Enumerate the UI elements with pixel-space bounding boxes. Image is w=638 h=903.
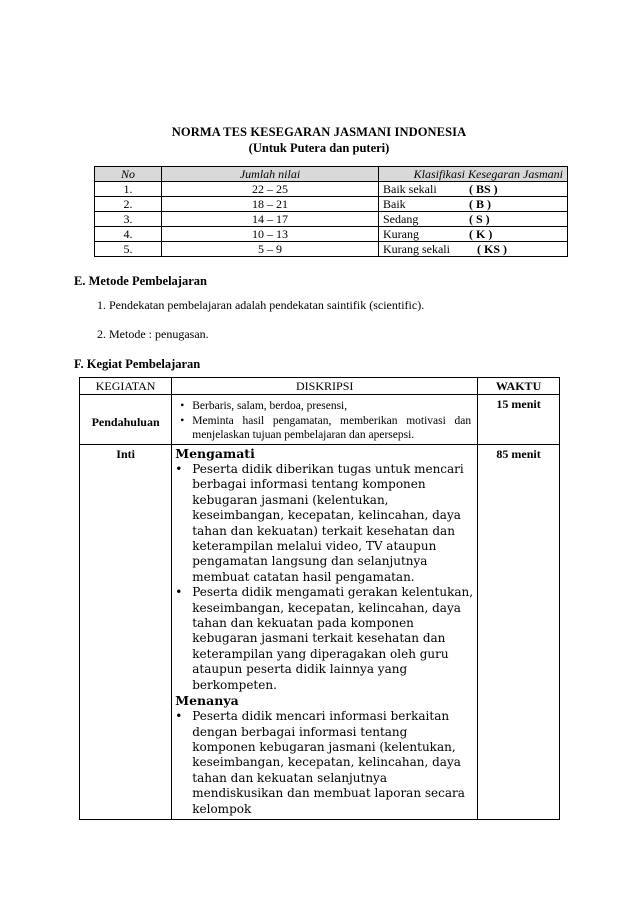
section-e-item: 1. Pendekatan pembelajaran adalah pendekatan saintifik (scientific). [97, 298, 425, 312]
norma-cell-klasifikasi [379, 182, 568, 197]
norma-cell-nilai: 22 – 25 [162, 182, 379, 197]
bullet-icon: • [175, 462, 183, 476]
bullet-text: Peserta didik mengamati gerakan kelentukan, keseimbangan, kecepatan, kelincahan, daya tahan dan kekuatan pada komponen kebugaran jasmani terkait kesehatan dan keterampilan yang diperagakan oleh guru ataupun peserta didik lainnya yang berkompeten. [192, 585, 474, 692]
norma-cell-klasifikasi [379, 197, 568, 212]
klasifikasi-code: ( BS ) [469, 182, 498, 196]
norma-row [95, 197, 568, 212]
norma-header-row [95, 167, 568, 182]
kegiatan-header-kegiatan: KEGIATAN [80, 378, 172, 395]
norma-header-nilai: Jumlah nilai [162, 167, 379, 182]
kegiatan-header-diskripsi: DISKRIPSI [172, 378, 478, 395]
norma-cell-nilai: 18 – 21 [162, 197, 379, 212]
klasifikasi-label: Kurang [383, 227, 419, 241]
norma-subtitle: (Untuk Putera dan puteri) [248, 141, 390, 155]
kegiatan-diskripsi [172, 395, 478, 445]
klasifikasi-label: Baik sekali [383, 182, 437, 196]
norma-cell-klasifikasi [379, 242, 568, 257]
section-f-heading [74, 357, 200, 372]
bullet-icon: • [180, 415, 185, 427]
norma-cell-no: 5. [95, 242, 162, 257]
kegiatan-waktu: 15 menit [478, 395, 560, 445]
bullet-icon: • [175, 709, 183, 724]
bullet-text: Berbaris, salam, berdoa, presensi, [192, 400, 348, 412]
klasifikasi-label: Sedang [383, 212, 419, 226]
kegiatan-waktu: 85 menit [478, 445, 560, 820]
kegiatan-diskripsi [172, 445, 478, 820]
klasifikasi-code: ( B ) [469, 197, 491, 211]
bullet-icon: • [175, 585, 183, 600]
kegiatan-header-row [80, 378, 560, 395]
bullet-item [175, 462, 473, 585]
klasifikasi-code: ( K ) [469, 227, 493, 241]
klasifikasi-label: Baik [383, 197, 406, 211]
norma-cell-klasifikasi [379, 227, 568, 242]
section-f-letter: F [74, 357, 81, 371]
kegiatan-row-inti [80, 445, 560, 820]
norma-table [94, 166, 568, 257]
norma-cell-no: 2. [95, 197, 162, 212]
norma-cell-nilai: 5 – 9 [162, 242, 379, 257]
norma-cell-no: 4. [95, 227, 162, 242]
subheading-mengamati: Mengamati [175, 446, 255, 461]
bullet-text: Peserta didik mencari informasi berkaitan dengan berbagai informasi tentang komponen kebugaran jasmani (kelentukan, keseimbangan, kecepatan, kelincahan, daya tahan dan kekuatan selanjutnya mendiskusikan dan membuat laporan secara kelompok [192, 709, 465, 816]
bullet-text: Peserta didik diberikan tugas untuk mencari berbagai informasi tentang komponen kebugaran jasmani (kelentukan, keseimbangan, kecepatan, kelincahan, daya tahan dan kekuatan) terkait kesehatan dan keterampilan melalui video, TV ataupun pengamatan langsung dan selanjutnya membuat catatan hasil pengamatan. [192, 462, 464, 584]
bullet-text: Meminta hasil pengamatan, memberikan motivasi dan menjelaskan tujuan pembelajaran dan apersepsi. [192, 415, 472, 441]
norma-cell-nilai: 10 – 13 [162, 227, 379, 242]
kegiatan-table [79, 377, 560, 820]
bullet-item [175, 709, 473, 817]
klasifikasi-label: Kurang sekali [383, 242, 450, 256]
norma-cell-no: 1. [95, 182, 162, 197]
norma-cell-klasifikasi [379, 212, 568, 227]
section-e-item: 2. Metode : penugasan. [97, 327, 209, 341]
norma-cell-no: 3. [95, 212, 162, 227]
norma-header-no: No [95, 167, 162, 182]
norma-row [95, 212, 568, 227]
kegiatan-name: Inti [80, 445, 172, 820]
bullet-item [175, 585, 473, 693]
norma-row [95, 182, 568, 197]
norma-row [95, 242, 568, 257]
norma-row [95, 227, 568, 242]
section-f-text: . Kegiat Pembelajaran [80, 357, 201, 371]
klasifikasi-code: ( S ) [469, 212, 490, 226]
klasifikasi-code: ( KS ) [477, 242, 507, 256]
section-e-heading: E. Metode Pembelajaran [74, 274, 207, 288]
kegiatan-name: Pendahuluan [80, 395, 172, 445]
norma-cell-nilai: 14 – 17 [162, 212, 379, 227]
subheading-menanya: Menanya [175, 693, 239, 709]
bullet-icon: • [180, 400, 185, 412]
norma-title: NORMA TES KESEGARAN JASMANI INDONESIA [171, 125, 467, 139]
bullet-item [172, 414, 471, 442]
kegiatan-header-waktu: WAKTU [478, 378, 560, 395]
bullet-item [172, 399, 471, 413]
norma-header-klasifikasi: Klasifikasi Kesegaran Jasmani [379, 167, 568, 182]
kegiatan-row-pendahuluan [80, 395, 560, 445]
